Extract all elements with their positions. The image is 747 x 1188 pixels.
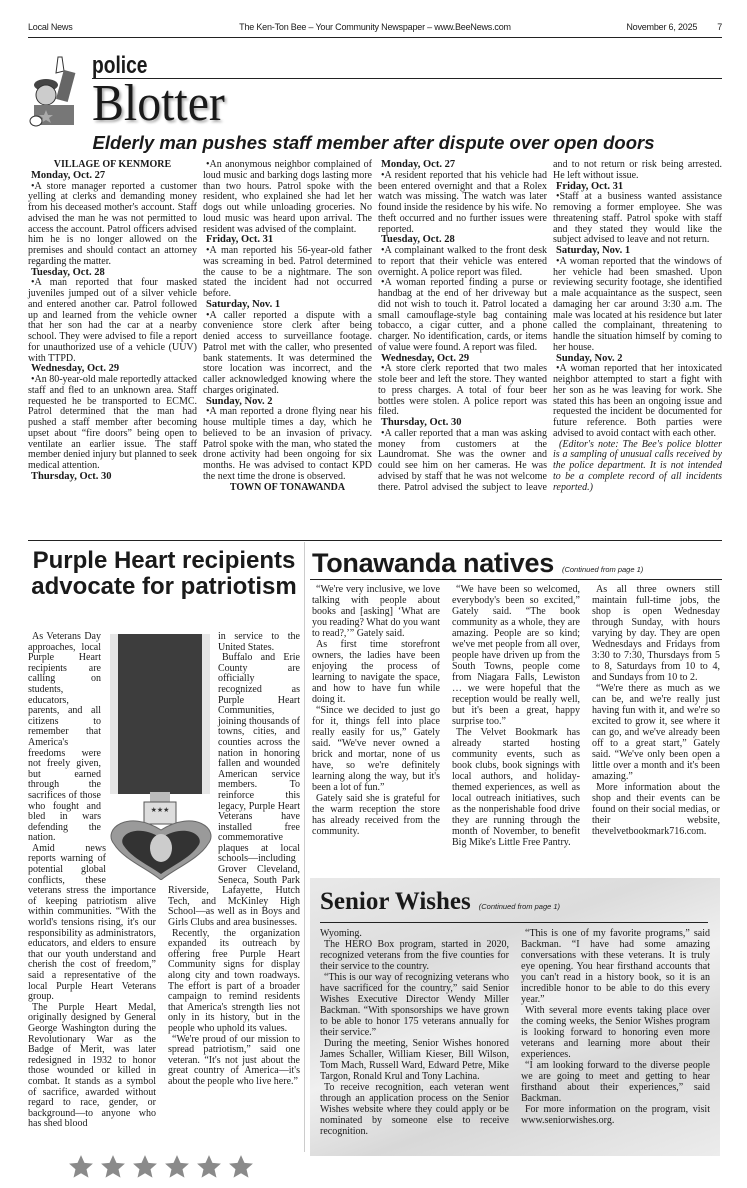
- article-paragraph: During the meeting, Senior Wishes honored James Schaller, William Kieser, Bill Wilson, Tom Mach, Russell Ward, Edward Petre, Mike Targon, Ronald Krul and Tony Lachina.: [320, 1038, 509, 1082]
- purple-heart-headline: Purple Heart recipients advocate for patriotism: [31, 547, 297, 600]
- article-paragraph: “I am looking forward to the diverse people we are going to meet and getting to hear firsthand about their experiences,” said Backman.: [521, 1060, 710, 1104]
- date-heading: Friday, Oct. 31: [556, 180, 624, 192]
- article-paragraph: “This is our way of recognizing veterans who have sacrificed for the country,” said Senior Wishes Executive Director Wendy Miller Backman. “With sponsorships we have grown to be able to honor 175 veterans annually for their service.”: [320, 972, 509, 1038]
- article-paragraph: More information about the shop and their events can be found on their social medias, or their website, thevelvetbookmark716.com.: [592, 782, 720, 837]
- blotter-item: •A woman reported finding a purse or handbag at the end of her driveway but did not wish to touch it. Patrol located a small camouflage-style bag containing tobacco, a cigar cutter, and a phone charger. No identification, cards, or items of value were found. A report was filed.: [378, 277, 547, 353]
- blotter-item: •An anonymous neighbor complained of loud music and barking dogs lasting more than two hours. Patrol spoke with the resident, who explained she had let her dogs out while unloading groceries. No loud music was heard upon arrival. The resident was advised of the complaint.: [203, 159, 372, 235]
- date-heading: Tuesday, Oct. 28: [31, 266, 105, 278]
- blotter-item: •A man reported a drone flying near his house multiple times a day, which he believed to be an invasion of privacy. Patrol spoke with the man, who stated the drone activity had been ongoing for six months. He was advised to contact KPD the next time the drone is observed.: [203, 406, 372, 482]
- blotter-item: •A woman reported that the windows of her vehicle had been smashed. Upon reviewing security footage, she identified a male acquaintance as the suspect, seen damaging her car around 3:30 a.m. The male was located at his residence but later called the complainant, threatening to handle the situation himself by coming to her house.: [553, 255, 722, 353]
- continued-note: (Continued from page 1): [561, 565, 644, 574]
- divider: [28, 540, 722, 541]
- article-paragraph: The Purple Heart Medal, originally designed by General George Washington during the Revolutionary War as the Badge of Merit, was later redesigned in 1932 to honor those wounded or killed in combat. It stands as a symbol of sacrifice, awarded without regard to race, gender, or background—to anyone who has shed blood: [28, 1001, 156, 1130]
- article-paragraph: Wyoming.: [320, 928, 362, 939]
- date-heading: Tuesday, Oct. 28: [381, 234, 455, 246]
- section-name: Local News: [28, 22, 73, 32]
- page-number: 7: [717, 22, 722, 32]
- blotter-item: •A woman reported that her intoxicated neighbor attempted to start a fight with her son as he was leaving for work. She stated this has been an ongoing issue and requested the incident be documented for future reference. Both parties were advised to avoid contact with each other.: [553, 363, 722, 439]
- date-heading: Saturday, Nov. 1: [206, 298, 281, 310]
- blotter-item: •A man reported that four masked juveniles jumped out of a silver vehicle and entered another car. Patrol followed up and learned from the vehicle owner that her son had the car at a nearby school. They were advised to file a report for unauthorized use of a vehicle (UUV) with TTPD.: [28, 277, 197, 364]
- date-heading: Monday, Oct. 27: [31, 169, 106, 181]
- divider: [310, 579, 722, 580]
- divider: [320, 922, 708, 923]
- article-paragraph: As Veterans Day approaches, local Purple Heart recipients are calling on students, educators, parents, and all citizens to remember that America's freedoms were not freely given, but earned through the sacrifices of those who fought and bled in wars defending the nation.: [28, 631, 101, 844]
- article-paragraph: Recently, the organization expanded its outreach by offering free Purple Heart Community signs for display along city and town roadways. The effort is part of a broader campaign to remind residents that America's strength lies not only in its history, but in the people who uphold its values.: [168, 927, 300, 1034]
- article-paragraph: To receive recognition, each veteran went through an application process on the Senior Wishes website where they could apply or be nominated by someone else to receive recognition.: [320, 1082, 509, 1137]
- article-paragraph: Gately said she is grateful for the warm reception the store has already received from the community.: [312, 793, 440, 837]
- tonawanda-title: Tonawanda natives: [312, 548, 554, 578]
- police-officer-cartoon-icon: [28, 55, 90, 127]
- tonawanda-headline: [312, 548, 643, 579]
- star-icon: [100, 1154, 126, 1180]
- senior-wishes-title: Senior Wishes: [320, 888, 471, 915]
- star-icon: [132, 1154, 158, 1180]
- blotter-headline: Elderly man pushes staff member after dispute over open doors: [92, 132, 655, 153]
- purple-heart-medal-image: [108, 634, 214, 880]
- date-heading: Wednesday, Oct. 29: [31, 363, 120, 375]
- continued-note: (Continued from page 1): [478, 902, 561, 911]
- article-paragraph: “We have been so welcomed, everybody's been so excited,” Gately said. “The book community as a whole, they are amazing. People are so kind; we've met people from all over, people have driven up from the South Towns, people come from Niagara Falls, Lewiston … we were hopeful that the reception would be really well, but it's been a great, happy surprise too.”: [452, 584, 580, 727]
- star-icon: [196, 1154, 222, 1180]
- article-paragraph: For more information on the program, visit www.seniorwishes.org.: [521, 1104, 710, 1126]
- blotter-item: •A complainant walked to the front desk to report that their vehicle was entered overnight. A police report was filed.: [378, 245, 547, 278]
- article-paragraph: The Velvet Bookmark has already started hosting community events, such as book clubs, book signings with local authors, and holiday-themed experiences, as well as local outreach initiatives, such as the nonperishable food drive they are running through the month of November, to benefit Big Mike's Little Free Pantry.: [452, 727, 580, 848]
- star-icon: [164, 1154, 190, 1180]
- logo-police: police: [92, 52, 148, 79]
- star-icon: [228, 1154, 254, 1180]
- issue-date: November 6, 2025: [626, 22, 698, 32]
- editors-note: (Editor's note: The Bee's police blotter is a sampling of unusual calls received by the police department. It is not intended to be a complete record of all incidents reported.): [553, 438, 722, 493]
- blotter-item: •A resident reported that his vehicle had been entered overnight and that a Rolex watch was missing. The watch was later found inside the residence by his wife. No theft occurred and no further issues were reported.: [378, 169, 547, 235]
- date-heading: Friday, Oct. 31: [206, 234, 274, 246]
- date-heading: Saturday, Nov. 1: [556, 245, 631, 256]
- article-paragraph: “We're there as much as we can be, and we're really just having fun with it, and we're so excited to grow it, see where it can go, and we've already been off to a great start,” Gately said. “We've only been open a little over a month and it's been amazing.”: [592, 683, 720, 782]
- column-divider: [304, 542, 305, 1152]
- article-paragraph: With several more events taking place over the coming weeks, the Senior Wishes program is looking forward to honoring even more veterans and learning more about their experiences.: [521, 1005, 710, 1060]
- article-paragraph: Buffalo and Erie County are officially recognized as Purple Heart Communities, joining thousands of towns, cities, and counties across the nation in honoring fallen and wounded American service members. To reinforce this legacy, Purple Heart Veterans have installed free commemorative plaques at local schools—including Grover Cleveland, Seneca, South Park Riverside, Lafayette, Hutch Tech, and McKinley High School—as well as in Boys and Girls Clubs and area businesses.: [168, 652, 300, 929]
- date-heading: Thursday, Oct. 30: [31, 470, 112, 482]
- date-heading: Sunday, Nov. 2: [556, 352, 623, 364]
- date-heading: Monday, Oct. 27: [381, 159, 456, 170]
- senior-wishes-headline: [320, 888, 560, 916]
- article-paragraph: “Since we decided to just go for it, things fell into place really easily for us,” Gately said. “We've never owned a brick and mortar, none of us have, so we're definitely learning along the way, but it's been a lot of fun.”: [312, 705, 440, 793]
- article-paragraph: “We're proud of our mission to spread patriotism,” said one veteran. “It's not just about the great country of America—it's about the people who live here.”: [168, 1033, 300, 1087]
- article-paragraph: “We're very inclusive, we love talking with people about books and [asking] ‘What are you reading? What do you want to read?,’” Gately said.: [312, 584, 440, 639]
- paper-name: The Ken-Ton Bee – Your Community Newspaper – www.BeeNews.com: [239, 22, 511, 32]
- article-paragraph: in service to the United States.: [218, 631, 300, 653]
- running-head: [28, 22, 722, 38]
- svg-text:★★★: ★★★: [150, 806, 170, 814]
- blotter-item: •A caller reported that a man was asking money from customers at the Laundromat. She was the owner and could see him on her cameras. He was advised by staff that he was not welcome there. Patrol advised the subject to leave and to not return or risk being arrested. He left without issue.: [378, 159, 722, 493]
- date-heading: Sunday, Nov. 2: [206, 395, 273, 407]
- date-heading: Thursday, Oct. 30: [381, 417, 462, 428]
- date-heading: Wednesday, Oct. 29: [381, 352, 470, 364]
- article-paragraph: As first time storefront owners, the ladies have been enjoying the process of learning to navigate the space, and how to have fun while doing it.: [312, 639, 440, 705]
- section-heading: VILLAGE OF KENMORE: [53, 159, 172, 170]
- blotter-item: •A man reported his 56-year-old father was screaming in bed. Patrol determined the cause to be a nightmare. The son stated the incident had not occurred before.: [203, 245, 372, 299]
- senior-wishes-body: [320, 928, 710, 1137]
- blotter-item: •A store clerk reported that two males stole beer and left the store. They wanted to press charges. A total of four beer bottles were stolen. A police report was filed.: [378, 363, 547, 418]
- tonawanda-body: [312, 584, 720, 848]
- article-paragraph: “This is one of my favorite programs,” said Backman. “I have had some amazing conversations with these veterans. It is truly eye opening. You hear firsthand accounts that you can't read in a history book, so it is an incredible honor to be able to do this every year.”: [521, 928, 710, 1005]
- blotter-item: •An 80-year-old male reportedly attacked staff and fled to an unknown area. Staff requested he be transported to ECMC. Patrol determined that the man had pushed a staff member after becoming upset about “fire doors” being open to ventilate an earlier issue. The staff member denied injury but planned to seek medical attention.: [28, 374, 198, 471]
- star-row: [68, 1154, 254, 1180]
- blotter-body: [28, 160, 722, 493]
- blotter-item: •A store manager reported a customer yelling at clerks and demanding money from his deceased mother's account. Staff advised the man he was not permitted to access the account. Patrol officers advised him he is no longer allowed on the premises and should contact an attorney regarding the matter.: [28, 180, 197, 267]
- article-paragraph: Amid news reports warning of potential global conflicts, these veterans stress the importance of keeping patriotism alive within communities. “With the world's tensions rising, it's our responsibility as administrators, educators, and elders to ensure that our youth understand and cherish the cost of freedom,” said a representative of the local Purple Heart Veterans group.: [28, 842, 156, 1003]
- section-heading: TOWN OF TONAWANDA: [229, 481, 346, 493]
- blotter-item: •Staff at a business wanted assistance removing a former employee. She was threatening staff. Patrol spoke with staff and they stated they would like the subject advised to leave and not return.: [553, 191, 722, 246]
- star-icon: [68, 1154, 94, 1180]
- article-paragraph: The HERO Box program, started in 2020, recognized veterans from the five counties for their service to the country.: [320, 939, 509, 972]
- article-paragraph: As all three owners still maintain full-time jobs, the shop is open Wednesday through Sunday, with hours varying by day. They are open Wednesdays and Fridays from 3:30 to 7:30, Thursdays from 5 to 8, Saturdays from 10 to 4, and Sundays from 10 to 2.: [592, 584, 720, 683]
- blotter-item: •A caller reported a dispute with a convenience store clerk after being denied access to surveillance footage. Patrol met with the caller, who presented bank statements. It was determined the store location was incorrect, and the caller acknowledged knowing where the charges originated.: [203, 309, 372, 396]
- logo-blotter: Blotter: [92, 75, 225, 132]
